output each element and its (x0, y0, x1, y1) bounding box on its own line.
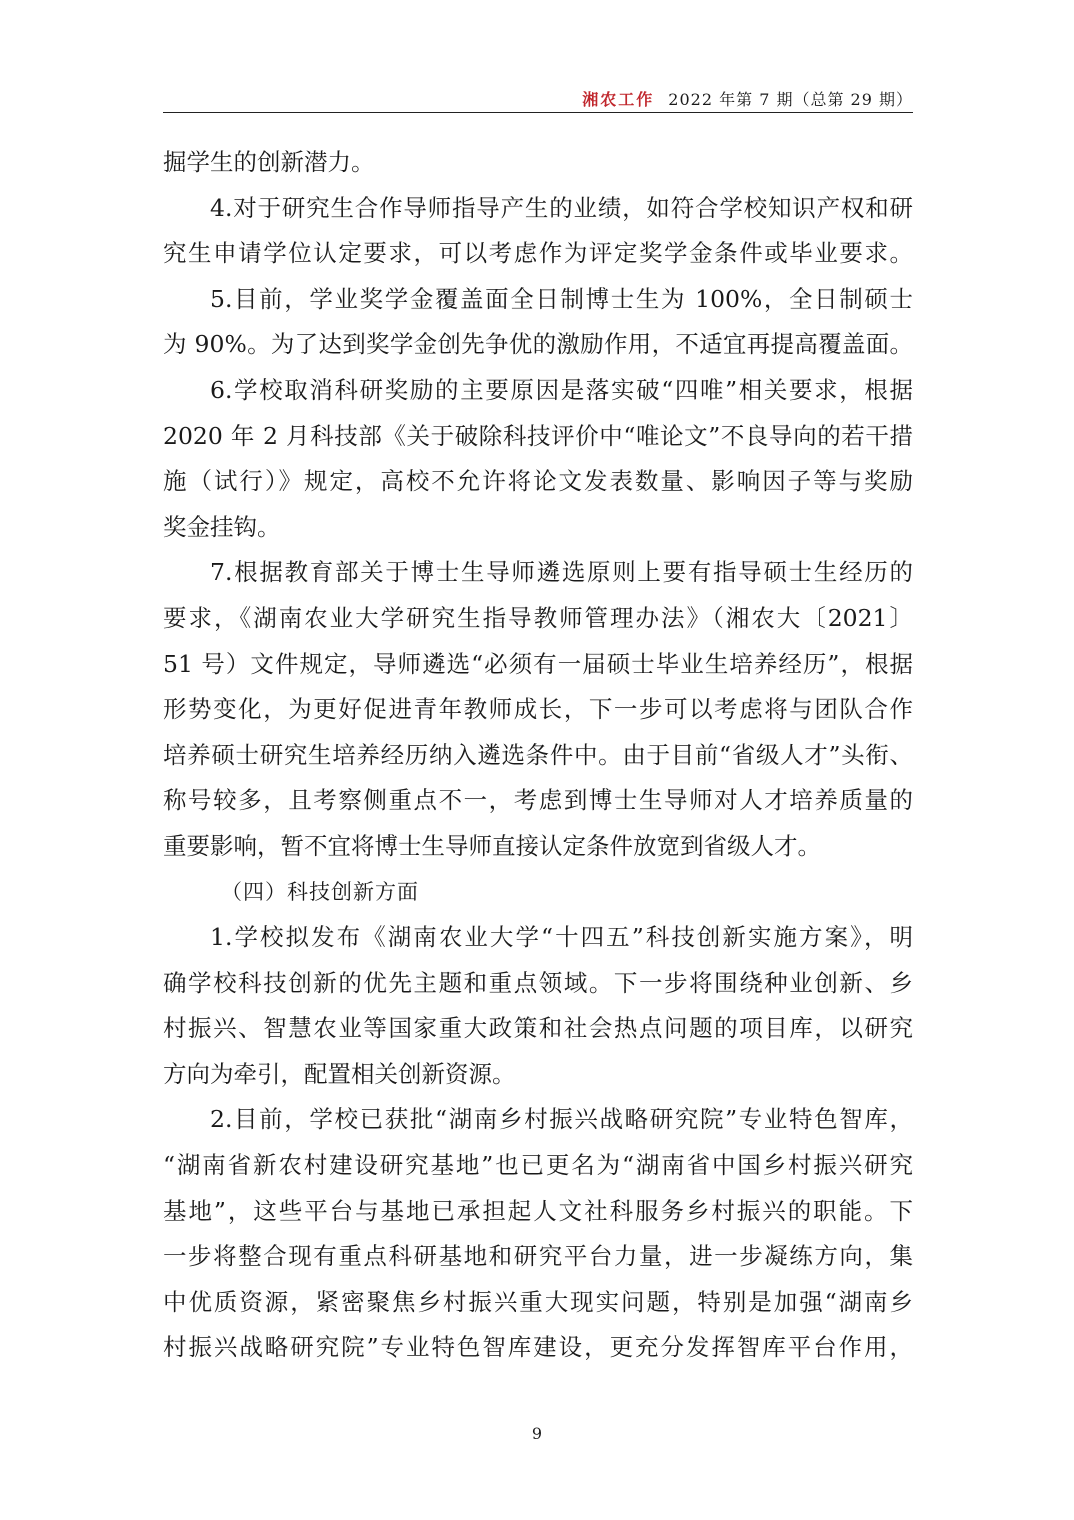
page-number: 9 (531, 1424, 543, 1443)
section-heading: （四）科技创新方面 (221, 879, 419, 904)
body-line: 方向为牵引，配置相关创新资源。 (163, 1059, 516, 1088)
body-line: 7.根据教育部关于博士生导师遴选原则上要有指导硕士生经历的 (210, 558, 913, 587)
publication-name: 湘农工作 (582, 90, 655, 109)
body-line: 51 号）文件规定，导师遴选“必须有一届硕士毕业生培养经历”，根据 (163, 649, 913, 678)
body-line: 奖金挂钩。 (163, 512, 281, 541)
body-line: 1.学校拟发布《湖南农业大学“十四五”科技创新实施方案》，明 (210, 923, 913, 952)
body-line: 确学校科技创新的优先主题和重点领域。下一步将围绕种业创新、乡 (163, 968, 913, 997)
body-line: 重要影响，暂不宜将博士生导师直接认定条件放宽到省级人才。 (163, 831, 821, 860)
document-body (163, 140, 913, 1371)
body-line: 村振兴、智慧农业等国家重大政策和社会热点问题的项目库，以研究 (163, 1014, 913, 1043)
body-line: 形势变化，为更好促进青年教师成长，下一步可以考虑将与团队合作 (163, 695, 913, 724)
body-line: 培养硕士研究生培养经历纳入遴选条件中。由于目前“省级人才”头衔、 (163, 740, 913, 769)
body-line: 称号较多，且考察侧重点不一，考虑到博士生导师对人才培养质量的 (163, 786, 913, 815)
body-line: 中优质资源，紧密聚焦乡村振兴重大现实问题，特别是加强“湖南乡 (163, 1287, 913, 1316)
body-line: 2.目前，学校已获批“湖南乡村振兴战略研究院”专业特色智库， (210, 1105, 913, 1134)
body-line: 掘学生的创新潜力。 (163, 148, 375, 176)
body-line: 5.目前，学业奖学金覆盖面全日制博士生为 100%，全日制硕士 (210, 284, 913, 313)
body-line: 一步将整合现有重点科研基地和研究平台力量，进一步凝练方向，集 (163, 1242, 913, 1271)
body-line: 6.学校取消科研奖励的主要原因是落实破“四唯”相关要求，根据 (210, 375, 913, 404)
body-line: 究生申请学位认定要求，可以考虑作为评定奖学金条件或毕业要求。 (163, 239, 913, 268)
header-divider (163, 112, 913, 113)
body-line: 施（试行）》规定，高校不允许将论文发表数量、影响因子等与奖励 (163, 467, 913, 496)
issue-info: 2022 年第 7 期（总第 29 期） (668, 90, 913, 109)
body-line: 村振兴战略研究院”专业特色智库建设，更充分发挥智库平台作用， (163, 1333, 913, 1362)
body-line: 基地”，这些平台与基地已承担起人文社科服务乡村振兴的职能。下 (163, 1196, 913, 1225)
body-line: “湖南省新农村建设研究基地”也已更名为“湖南省中国乡村振兴研究 (163, 1151, 913, 1180)
body-line: 要求，《湖南农业大学研究生指导教师管理办法》（湘农大〔2021〕 (163, 603, 913, 632)
body-line: 为 90%。为了达到奖学金创先争优的激励作用，不适宜再提高覆盖面。 (163, 330, 913, 359)
body-line: 4.对于研究生合作导师指导产生的业绩，如符合学校知识产权和研 (210, 193, 913, 222)
page-header (163, 88, 913, 112)
body-line: 2020 年 2 月科技部《关于破除科技评价中“唯论文”不良导向的若干措 (163, 421, 913, 450)
